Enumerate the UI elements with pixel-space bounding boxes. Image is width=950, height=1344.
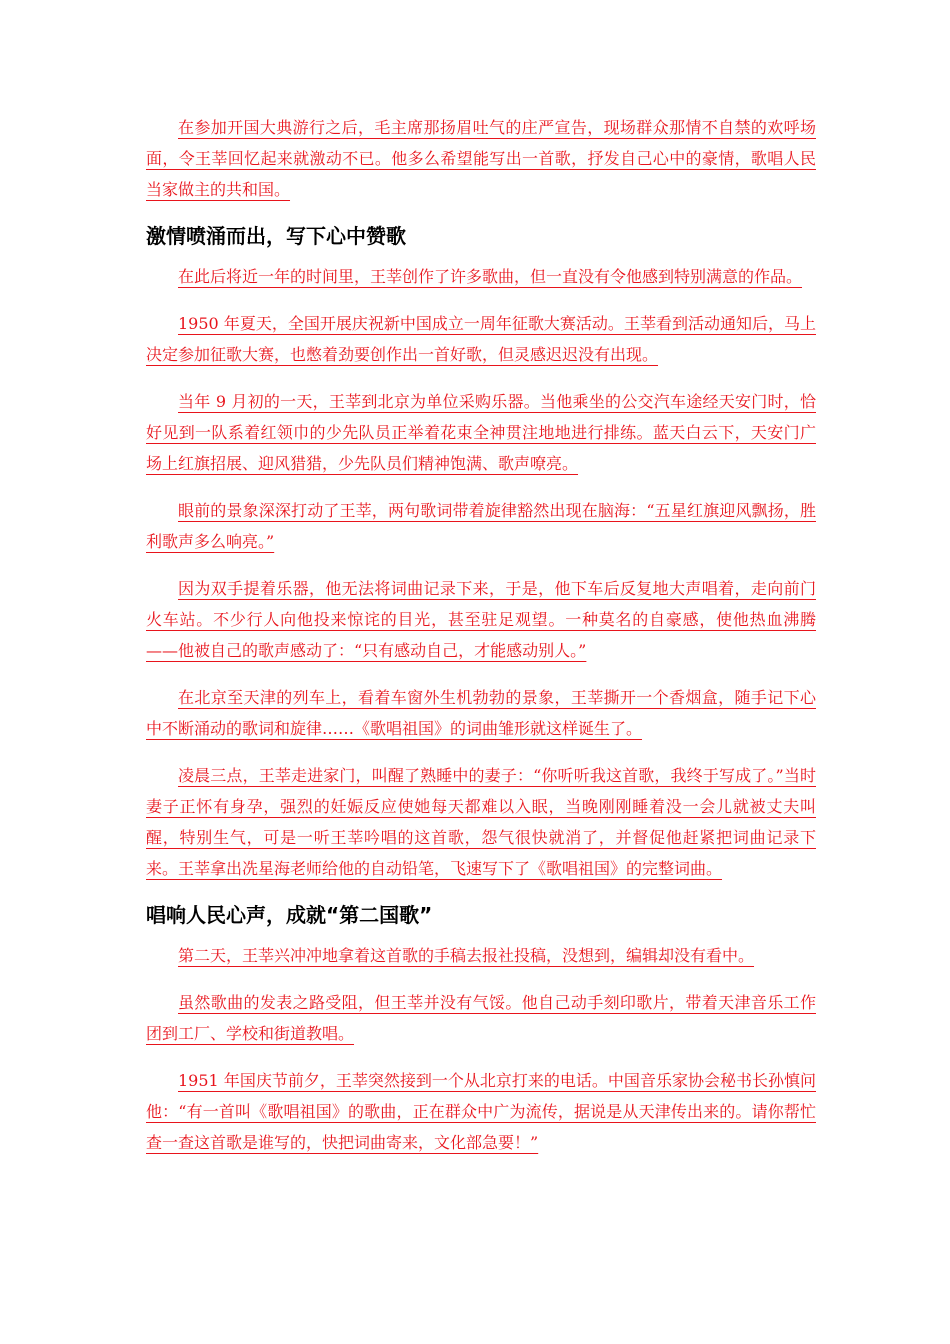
- document-body: [146, 112, 816, 1174]
- paragraph: 1951 年国庆节前夕，王莘突然接到一个从北京打来的电话。中国音乐家协会秘书长孙慎问他：“有一首叫《歌唱祖国》的歌曲，正在群众中广为流传，据说是从天津传出来的。请你帮忙查一查这首歌是谁写的，快把词曲寄来，文化部急要！”: [146, 1071, 816, 1152]
- paragraph: 在此后将近一年的时间里，王莘创作了许多歌曲，但一直没有令他感到特别满意的作品。: [178, 267, 803, 286]
- paragraph: 在参加开国大典游行之后，毛主席那扬眉吐气的庄严宣告，现场群众那情不自禁的欢呼场面，令王莘回忆起来就激动不已。他多么希望能写出一首歌，抒发自己心中的豪情，歌唱人民当家做主的共和国。: [146, 118, 816, 199]
- paragraph: 虽然歌曲的发表之路受阻，但王莘并没有气馁。他自己动手刻印歌片，带着天津音乐工作团到工厂、学校和街道教唱。: [146, 993, 816, 1043]
- section-heading: 唱响人民心声，成就“第二国歌”: [146, 903, 433, 927]
- paragraph: 1950 年夏天，全国开展庆祝新中国成立一周年征歌大赛活动。王莘看到活动通知后，马上决定参加征歌大赛，也憋着劲要创作出一首好歌，但灵感迟迟没有出现。: [146, 314, 816, 364]
- paragraph: 当年 9 月初的一天，王莘到北京为单位采购乐器。当他乘坐的公交汽车途经天安门时，恰好见到一队系着红领巾的少先队员正举着花束全神贯注地地进行排练。蓝天白云下，天安门广场上红旗招展、迎风猎猎，少先队员们精神饱满、歌声嘹亮。: [146, 392, 816, 473]
- paragraph: 因为双手提着乐器，他无法将词曲记录下来，于是，他下车后反复地大声唱着，走向前门火车站。不少行人向他投来惊诧的目光，甚至驻足观望。一种莫名的自豪感，使他热血沸腾——他被自己的歌声感动了：“只有感动自己，才能感动别人。”: [146, 579, 816, 660]
- paragraph: 在北京至天津的列车上，看着车窗外生机勃勃的景象，王莘撕开一个香烟盒，随手记下心中不断涌动的歌词和旋律……《歌唱祖国》的词曲雏形就这样诞生了。: [146, 688, 816, 738]
- paragraph: 眼前的景象深深打动了王莘，两句歌词带着旋律豁然出现在脑海：“五星红旗迎风飘扬，胜利歌声多么响亮。”: [146, 501, 816, 551]
- section-heading: 激情喷涌而出，写下心中赞歌: [146, 224, 406, 248]
- paragraph: 第二天，王莘兴冲冲地拿着这首歌的手稿去报社投稿，没想到，编辑却没有看中。: [178, 946, 755, 965]
- paragraph: 凌晨三点，王莘走进家门，叫醒了熟睡中的妻子：“你听听我这首歌，我终于写成了。”当时妻子正怀有身孕，强烈的妊娠反应使她每天都难以入眠，当晚刚刚睡着没一会儿就被丈夫叫醒，特别生气，可是一听王莘吟唱的这首歌，怨气很快就消了，并督促他赶紧把词曲记录下来。王莘拿出冼星海老师给他的自动铅笔，飞速写下了《歌唱祖国》的完整词曲。: [146, 766, 816, 878]
